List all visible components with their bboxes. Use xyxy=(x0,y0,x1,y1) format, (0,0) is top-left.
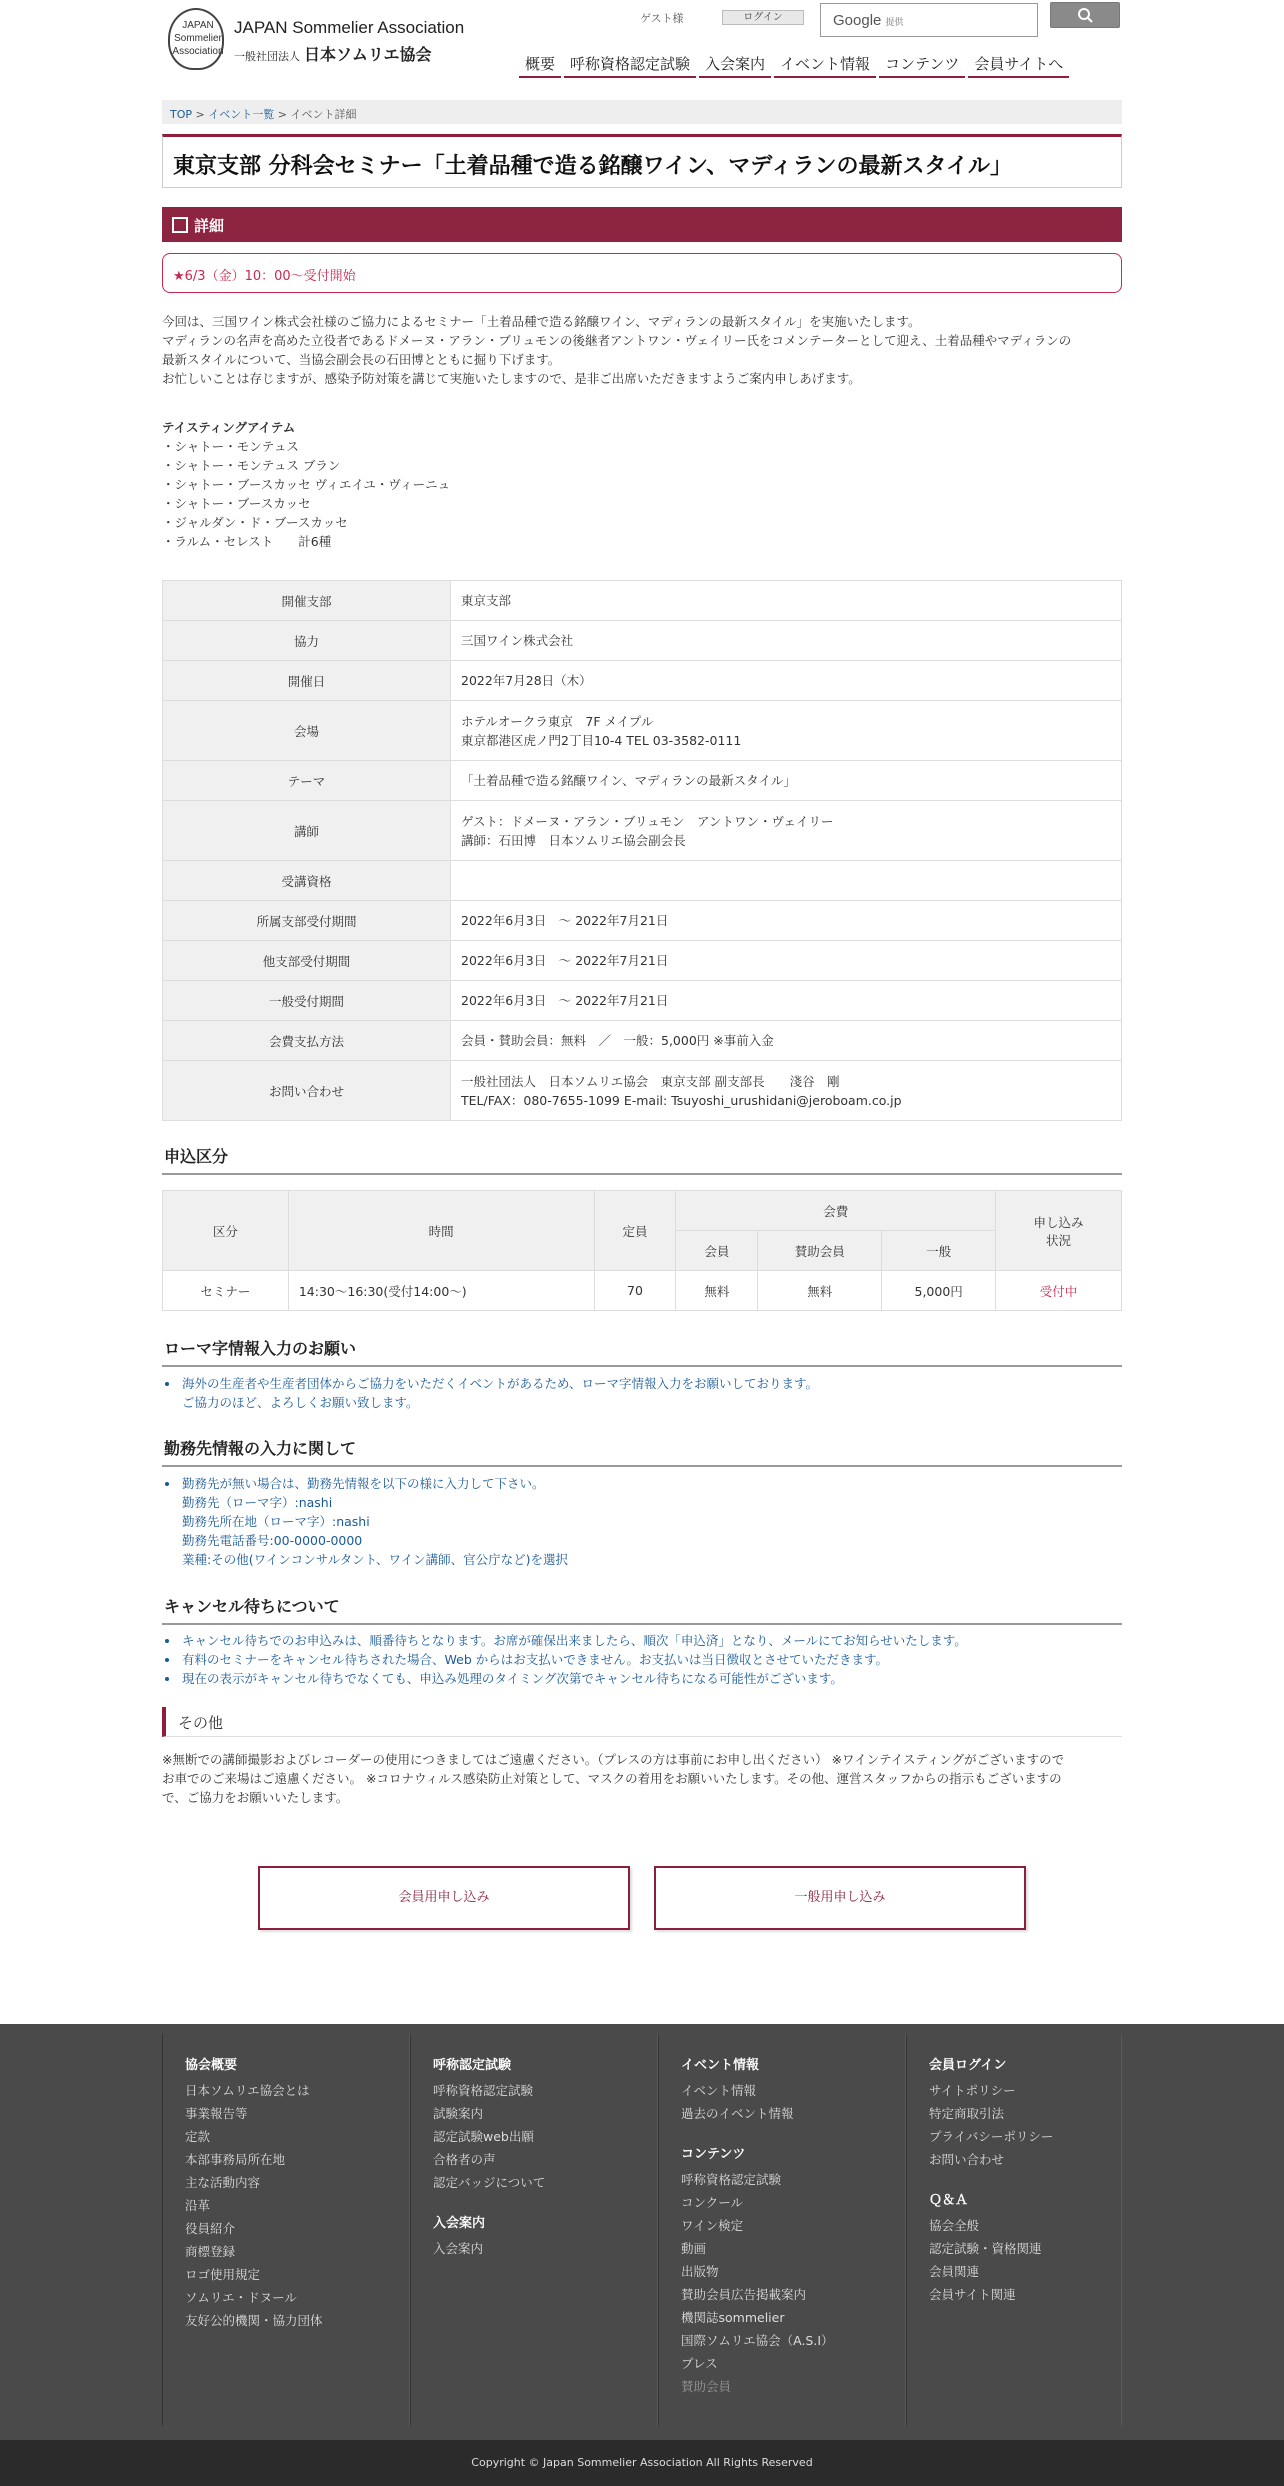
footer xyxy=(0,2024,1284,2440)
status-badge: 受付中 xyxy=(996,1271,1122,1311)
apply-table xyxy=(162,1190,1122,1311)
footer-link[interactable]: 沿革 xyxy=(185,2198,211,2213)
footer-link[interactable]: 合格者の声 xyxy=(433,2152,496,2167)
info-row xyxy=(163,801,1122,861)
nav-exam[interactable]: 呼称資格認定試験 xyxy=(564,52,696,78)
logo-japanese-small: 一般社団法人 xyxy=(234,50,300,63)
footer-col-about xyxy=(162,2034,410,2426)
other-line: で、ご協力をお願いいたします。 xyxy=(162,1790,349,1805)
search-icon xyxy=(1051,3,1121,29)
footer-link[interactable]: 認定試験web出願 xyxy=(433,2129,534,2144)
footer-link[interactable]: 事業報告等 xyxy=(185,2106,248,2121)
footer-link[interactable]: 主な活動内容 xyxy=(185,2175,261,2190)
tasting-item: ・シャトー・モンテュス xyxy=(162,439,299,454)
site-logo[interactable] xyxy=(168,8,468,72)
intro-text xyxy=(162,312,1122,388)
other-line: お車でのご来場はご遠慮ください。 ※コロナウィルス感染防止対策として、マスクの着用をお願いいたします。その他、運営スタッフからの指示もございますの xyxy=(162,1771,1062,1786)
intro-line: お忙しいことは存じますが、感染予防対策を講じて実施いたしますので、是非ご出席いただきますようご案内申しあげます。 xyxy=(162,371,861,386)
details-heading-text: 詳細 xyxy=(194,217,225,235)
info-value-line: 東京都港区虎ノ門2丁目10-4 TEL 03-3582-0111 xyxy=(461,732,742,748)
list-line: 勤務先（ローマ字）:nashi xyxy=(182,1495,333,1510)
footer-link[interactable]: 会員関連 xyxy=(929,2264,980,2279)
tasting-item: ・シャトー・ブースカッセ xyxy=(162,496,311,511)
info-label: お問い合わせ xyxy=(163,1061,451,1121)
apply-heading: 申込区分 xyxy=(162,1144,1122,1175)
footer-link[interactable]: 会員サイト関連 xyxy=(929,2287,1016,2302)
cell-time: 14:30～16:30(受付14:00～) xyxy=(288,1271,594,1311)
intro-line: マディランの名声を高めた立役者であるドメーヌ・アラン・ブリュモンの後継者アントワン・ヴェイリー氏をコメンテーターとして迎え、土着品種やマディランの xyxy=(162,333,1072,348)
footer-link[interactable]: コンクール xyxy=(681,2195,744,2210)
logo-japanese xyxy=(234,42,432,65)
other-heading: その他 xyxy=(162,1707,1122,1737)
search-button[interactable] xyxy=(1050,2,1120,28)
tasting-items xyxy=(162,418,450,551)
info-value: 「土着品種で造る銘醸ワイン、マディランの最新スタイル」 xyxy=(451,761,1122,801)
col-time: 時間 xyxy=(288,1191,594,1271)
info-row xyxy=(163,981,1122,1021)
cell-supporter-fee: 無料 xyxy=(758,1271,882,1311)
intro-line: 今回は、三国ワイン株式会社様のご協力によるセミナー「土着品種で造る銘醸ワイン、マディランの最新スタイル」を実施いたします。 xyxy=(162,314,921,329)
info-row xyxy=(163,661,1122,701)
list-line: 勤務先電話番号:00-0000-0000 xyxy=(182,1533,363,1548)
list-item xyxy=(180,1474,1120,1569)
footer-link[interactable]: ワイン検定 xyxy=(681,2218,744,2233)
search-input[interactable] xyxy=(820,3,1038,37)
info-label: 開催日 xyxy=(163,661,451,701)
logo-english: JAPAN Sommelier Association xyxy=(234,18,465,37)
info-value-line: TEL/FAX：080-7655-1099 E-mail: Tsuyoshi_urushidani@jeroboam.co.jp xyxy=(461,1092,902,1108)
info-value xyxy=(451,861,1122,901)
footer-heading[interactable]: 呼称認定試験 xyxy=(433,2058,512,2073)
logo-seal-text: JAPAN xyxy=(182,20,214,31)
list-line: • 海外の生産者や生産者団体からご協力をいただくイベントがあるため、ローマ字情報入力をお願いしております。 xyxy=(182,1376,819,1391)
list-line: • 勤務先が無い場合は、勤務先情報を以下の様に入力して下さい。 xyxy=(182,1476,545,1491)
footer-heading[interactable]: Ｑ＆Ａ xyxy=(929,2193,969,2208)
footer-link[interactable]: 友好公的機関・協力団体 xyxy=(185,2313,323,2328)
footer-heading[interactable]: 入会案内 xyxy=(433,2216,486,2231)
footer-gap xyxy=(929,2171,1121,2189)
info-value-line: 一般社団法人 日本ソムリエ協会 東京支部 副支部長 淺谷 剛 xyxy=(461,1073,840,1089)
info-row xyxy=(163,581,1122,621)
breadcrumb-top[interactable]: TOP xyxy=(170,108,193,121)
info-row xyxy=(163,901,1122,941)
footer-link[interactable]: 商標登録 xyxy=(185,2244,236,2259)
footer-link[interactable]: イベント情報 xyxy=(681,2083,757,2098)
copyright: Copyright © Japan Sommelier Association All Rights Reserved xyxy=(0,2440,1284,2486)
footer-link[interactable]: ロゴ使用規定 xyxy=(185,2267,261,2282)
nav-member-site[interactable]: 会員サイトへ xyxy=(968,52,1069,78)
footer-link[interactable]: 入会案内 xyxy=(433,2241,484,2256)
footer-link[interactable]: ソムリエ・ドヌール xyxy=(185,2290,297,2305)
info-row xyxy=(163,1061,1122,1121)
list-line: ご協力のほど、よろしくお願い致します。 xyxy=(182,1395,419,1410)
footer-link[interactable]: お問い合わせ xyxy=(929,2152,1005,2167)
footer-link[interactable]: 賛助会員広告掲載案内 xyxy=(681,2287,807,2302)
info-value-line: ゲスト：ドメーヌ・アラン・ブリュモン アントワン・ヴェイリー xyxy=(461,813,834,829)
footer-link[interactable]: 定款 xyxy=(185,2129,211,2144)
info-value: 東京支部 xyxy=(451,581,1122,621)
list-item: • キャンセル待ちでのお申込みは、順番待ちとなります。お席が確保出来ましたら、順次「申込済」となり、メールにてお知らせいたします。 xyxy=(180,1631,1120,1650)
footer-link[interactable]: 呼称資格認定試験 xyxy=(681,2172,782,2187)
nav-overview[interactable]: 概要 xyxy=(519,52,561,78)
footer-link[interactable]: 出版物 xyxy=(681,2264,719,2279)
footer-col-exam xyxy=(410,2034,658,2426)
footer-heading[interactable]: イベント情報 xyxy=(681,2058,760,2073)
list-item xyxy=(180,1374,1120,1412)
list-item: • 現在の表示がキャンセル待ちでなくても、申込み処理のタイミング次第でキャンセル待ちになる可能性がございます。 xyxy=(180,1669,1120,1688)
other-line: ※無断での講師撮影およびレコーダーの使用につきましてはご遠慮ください。（プレスの方は事前にお申し出ください） ※ワインテイスティングがございますので xyxy=(162,1752,1065,1767)
cell-general-fee: 5,000円 xyxy=(882,1271,996,1311)
other-text xyxy=(162,1750,1122,1807)
details-icon xyxy=(172,217,188,233)
footer-gap xyxy=(681,2125,905,2143)
guest-label: ゲスト様 xyxy=(640,12,684,25)
registration-notice: ★6/3（金）10：00～受付開始 xyxy=(162,253,1122,293)
footer-link[interactable]: 試験案内 xyxy=(433,2106,484,2121)
col-status-line: 申し込み xyxy=(1033,1214,1084,1230)
info-value: 会員・賛助会員：無料 ／ 一般：5,000円 ※事前入金 xyxy=(451,1021,1122,1061)
cell-kubun: セミナー xyxy=(163,1271,289,1311)
footer-link[interactable]: 日本ソムリエ協会とは xyxy=(185,2083,310,2098)
list-line: 業種:その他(ワインコンサルタント、ワイン講師、官公庁など)を選択 xyxy=(182,1552,568,1567)
info-row xyxy=(163,1021,1122,1061)
footer-link[interactable]: プレス xyxy=(681,2356,718,2371)
footer-link[interactable]: サイトポリシー xyxy=(929,2083,1016,2098)
info-value: 2022年6月3日 ～ 2022年7月21日 xyxy=(451,941,1122,981)
details-heading xyxy=(162,207,1122,242)
info-label: 他支部受付期間 xyxy=(163,941,451,981)
info-value-line: 講師：石田博 日本ソムリエ協会副会長 xyxy=(461,832,686,848)
apply-header-row xyxy=(163,1191,1122,1231)
list-item: • 有料のセミナーをキャンセル待ちされた場合、Web からはお支払いできません。お支払いは当日徴収とさせていただきます。 xyxy=(180,1650,1120,1669)
footer-link[interactable]: 役員紹介 xyxy=(185,2221,236,2236)
info-label: テーマ xyxy=(163,761,451,801)
romaji-heading: ローマ字情報入力のお願い xyxy=(162,1336,1122,1367)
info-label: 会場 xyxy=(163,701,451,761)
footer-link[interactable]: 特定商取引法 xyxy=(929,2106,1005,2121)
info-label: 受講資格 xyxy=(163,861,451,901)
info-label: 一般受付期間 xyxy=(163,981,451,1021)
logo-seal-text: Sommelier xyxy=(174,33,222,44)
tasting-heading: テイスティングアイテム xyxy=(162,420,296,435)
footer-col-login xyxy=(906,2034,1122,2426)
search-brand xyxy=(833,12,903,29)
info-value xyxy=(451,1061,1122,1121)
footer-link[interactable]: 呼称資格認定試験 xyxy=(433,2083,534,2098)
info-label: 協力 xyxy=(163,621,451,661)
info-value: 三国ワイン株式会社 xyxy=(451,621,1122,661)
breadcrumb-separator: > xyxy=(274,108,291,121)
workplace-heading: 勤務先情報の入力に関して xyxy=(162,1436,1122,1467)
col-status-line: 状況 xyxy=(1046,1232,1072,1248)
col-status xyxy=(996,1191,1122,1271)
footer-link[interactable]: 認定試験・資格関連 xyxy=(929,2241,1042,2256)
info-label: 所属支部受付期間 xyxy=(163,901,451,941)
info-value xyxy=(451,701,1122,761)
footer-link[interactable]: 機関誌sommelier xyxy=(681,2310,785,2325)
breadcrumb xyxy=(162,100,1122,124)
breadcrumb-current: イベント詳細 xyxy=(290,108,357,121)
info-value: 2022年7月28日（木） xyxy=(451,661,1122,701)
cell-member-fee: 無料 xyxy=(676,1271,758,1311)
footer-col-events xyxy=(658,2034,906,2426)
info-value: 2022年6月3日 ～ 2022年7月21日 xyxy=(451,981,1122,1021)
info-value xyxy=(451,801,1122,861)
info-row xyxy=(163,701,1122,761)
col-general: 一般 xyxy=(882,1231,996,1271)
nav-events[interactable]: イベント情報 xyxy=(774,52,876,78)
event-info-table xyxy=(162,580,1122,1121)
footer-link[interactable]: 協会全般 xyxy=(929,2218,980,2233)
logo-seal-text: Association xyxy=(172,46,224,57)
info-value: 2022年6月3日 ～ 2022年7月21日 xyxy=(451,901,1122,941)
search-brand-name: Google xyxy=(833,12,882,29)
member-apply-button[interactable]: 会員用申し込み xyxy=(258,1866,630,1930)
info-label: 講師 xyxy=(163,801,451,861)
footer-heading[interactable]: 協会概要 xyxy=(185,2058,238,2073)
tasting-item: ・ラルム・セレスト 計6種 xyxy=(162,534,332,549)
footer-link[interactable]: プライバシーポリシー xyxy=(929,2129,1054,2144)
info-label: 開催支部 xyxy=(163,581,451,621)
info-row xyxy=(163,761,1122,801)
logo-japanese-main: 日本ソムリエ協会 xyxy=(304,45,432,64)
intro-line: 最新スタイルについて、当協会副会長の石田博とともに掘り下げます。 xyxy=(162,352,561,367)
general-apply-button[interactable]: 一般用申し込み xyxy=(654,1866,1026,1930)
footer-link[interactable]: 過去のイベント情報 xyxy=(681,2106,794,2121)
info-label: 会費支払方法 xyxy=(163,1021,451,1061)
footer-link[interactable]: 賛助会員 xyxy=(681,2379,732,2394)
col-supporter: 賛助会員 xyxy=(758,1231,882,1271)
footer-link[interactable]: 動画 xyxy=(681,2241,707,2256)
tasting-item: ・ジャルダン・ド・ブースカッセ xyxy=(162,515,348,530)
breadcrumb-separator: > xyxy=(192,108,209,121)
info-row xyxy=(163,861,1122,901)
footer-gap xyxy=(433,2194,657,2212)
footer-link[interactable]: 国際ソムリエ協会（A.S.I） xyxy=(681,2333,834,2348)
nav-contents[interactable]: コンテンツ xyxy=(879,52,965,78)
col-fee: 会費 xyxy=(676,1191,996,1231)
col-kubun: 区分 xyxy=(163,1191,289,1271)
cell-capacity: 70 xyxy=(594,1271,676,1311)
list-line: 勤務先所在地（ローマ字）:nashi xyxy=(182,1514,370,1529)
info-row xyxy=(163,941,1122,981)
page-title: 東京支部 分科会セミナー「土着品種で造る銘醸ワイン、マディランの最新スタイル」 xyxy=(162,134,1122,188)
search-brand-sub: 提供 xyxy=(885,17,904,27)
workplace-list xyxy=(180,1474,1120,1569)
logo-seal-icon xyxy=(168,8,224,70)
col-member: 会員 xyxy=(676,1231,758,1271)
col-capacity: 定員 xyxy=(594,1191,676,1271)
footer-heading[interactable]: 会員ログイン xyxy=(929,2058,1007,2073)
nav-membership[interactable]: 入会案内 xyxy=(699,52,771,78)
cancel-heading: キャンセル待ちについて xyxy=(162,1594,1122,1625)
login-button[interactable]: ログイン xyxy=(722,10,804,25)
tasting-item: ・シャトー・モンテュス ブラン xyxy=(162,458,341,473)
global-nav xyxy=(516,52,1069,78)
breadcrumb-event-list[interactable]: イベント一覧 xyxy=(208,108,275,121)
footer-link[interactable]: 本部事務局所在地 xyxy=(185,2152,286,2167)
info-value-line: ホテルオークラ東京 7F メイプル xyxy=(461,713,654,729)
footer-heading[interactable]: コンテンツ xyxy=(681,2147,746,2162)
info-row xyxy=(163,621,1122,661)
romaji-list xyxy=(180,1374,1120,1412)
tasting-item: ・シャトー・ブースカッセ ヴィエイユ・ヴィーニュ xyxy=(162,477,451,492)
table-row xyxy=(163,1271,1122,1311)
footer-link[interactable]: 認定バッジについて xyxy=(433,2175,546,2190)
cancel-list xyxy=(180,1631,1120,1688)
